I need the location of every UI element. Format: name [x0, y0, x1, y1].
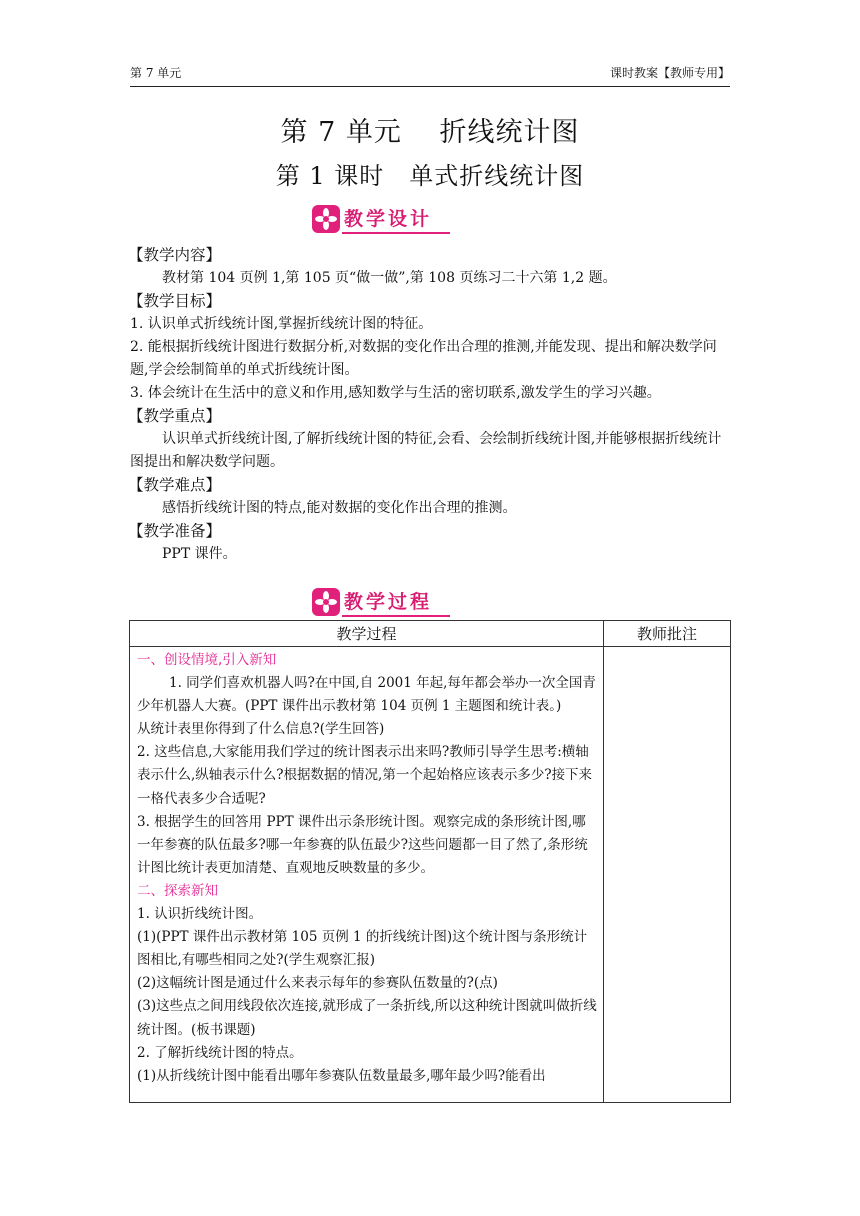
process-paragraph: 1. 认识折线统计图。: [137, 906, 263, 923]
process-paragraph: 2. 这些信息,大家能用我们学过的统计图表示出来吗?教师引导学生思考:横轴表示什么,纵轴表示什么?根据数据的情况,第一个起始格应该表示多少?接下来一格代表多少合适呢?: [137, 744, 593, 807]
process-paragraph: 3. 根据学生的回答用 PPT 课件出示条形统计图。观察完成的条形统计图,哪一年参赛的队伍最多?哪一年参赛的队伍最少?这些问题都一目了然了,条形统计图比统计表更加清楚、直观地反映数量的多少。: [137, 813, 588, 876]
prep-text: PPT 课件。: [162, 546, 237, 562]
header-unit: 第 7 单元: [130, 66, 182, 80]
difficult-heading: 【教学难点】: [128, 476, 222, 494]
banner-text: 教学设计: [344, 208, 433, 230]
banner-underline: [342, 232, 450, 234]
flower-logo-icon: [312, 588, 340, 616]
process-paragraph: 2. 了解折线统计图的特点。: [137, 1044, 303, 1061]
process-paragraph: (3)这些点之间用线段依次连接,就形成了一条折线,所以这种统计图就叫做折线统计图。(板书课题): [137, 998, 597, 1038]
banner-text: 教学过程: [344, 591, 433, 613]
column-header-process: 教学过程: [130, 621, 604, 647]
process-paragraph: (1)(PPT 课件出示教材第 105 页例 1 的折线统计图)这个统计图与条形统计图相比,有哪些相同之处?(学生观察汇报): [137, 929, 588, 969]
section-heading: 二、探索新知: [137, 882, 218, 899]
process-paragraph: (2)这幅统计图是通过什么来表示每年的参赛队伍数量的?(点): [137, 975, 498, 992]
section-heading: 一、创设情境,引入新知: [137, 652, 277, 668]
content-text: 教材第 104 页例 1,第 105 页“做一做”,第 108 页练习二十六第 1,2 题。: [162, 270, 617, 286]
goal-item: 2. 能根据折线统计图进行数据分析,对数据的变化作出合理的推测,并能发现、提出和解决数学问题,学会绘制简单的单式折线统计图。: [130, 339, 717, 378]
header-divider: [130, 86, 730, 87]
banner-underline: [342, 615, 450, 617]
process-paragraph: (1)从折线统计图中能看出哪年参赛队伍数量最多,哪年最少吗?能看出: [137, 1067, 546, 1084]
header-label: 课时教案【教师专用】: [609, 66, 730, 80]
process-banner: [312, 587, 450, 617]
goal-item: 1. 认识单式折线统计图,掌握折线统计图的特征。: [130, 316, 433, 332]
process-table: [129, 620, 731, 1103]
process-paragraph: 1. 同学们喜欢机器人吗?在中国,自 2001 年起,每年都会举办一次全国青少年机器人大赛。(PPT 课件出示教材第 104 页例 1 主题图和统计表。): [137, 675, 596, 715]
unit-title: 第 7 单元 折线统计图: [280, 117, 580, 148]
key-text: 认识单式折线统计图,了解折线统计图的特征,会看、会绘制折线统计图,并能够根据折线统计图提出和解决数学问题。: [130, 431, 722, 470]
key-heading: 【教学重点】: [128, 407, 222, 425]
prep-heading: 【教学准备】: [128, 522, 222, 540]
design-section: [130, 244, 730, 566]
notes-cell: [604, 647, 731, 1103]
column-header-notes: 教师批注: [604, 621, 731, 647]
page-header: [130, 64, 730, 84]
process-paragraph: 从统计表里你得到了什么信息?(学生回答): [137, 721, 385, 738]
goal-item: 3. 体会统计在生活中的意义和作用,感知数学与生活的密切联系,激发学生的学习兴趣。: [130, 385, 661, 401]
content-heading: 【教学内容】: [128, 246, 222, 264]
lesson-title: 第 1 课时 单式折线统计图: [275, 162, 585, 190]
goals-heading: 【教学目标】: [128, 292, 222, 310]
design-banner: [312, 204, 450, 234]
difficult-text: 感悟折线统计图的特点,能对数据的变化作出合理的推测。: [162, 500, 517, 516]
flower-logo-icon: [312, 205, 340, 233]
process-cell: [130, 647, 604, 1103]
